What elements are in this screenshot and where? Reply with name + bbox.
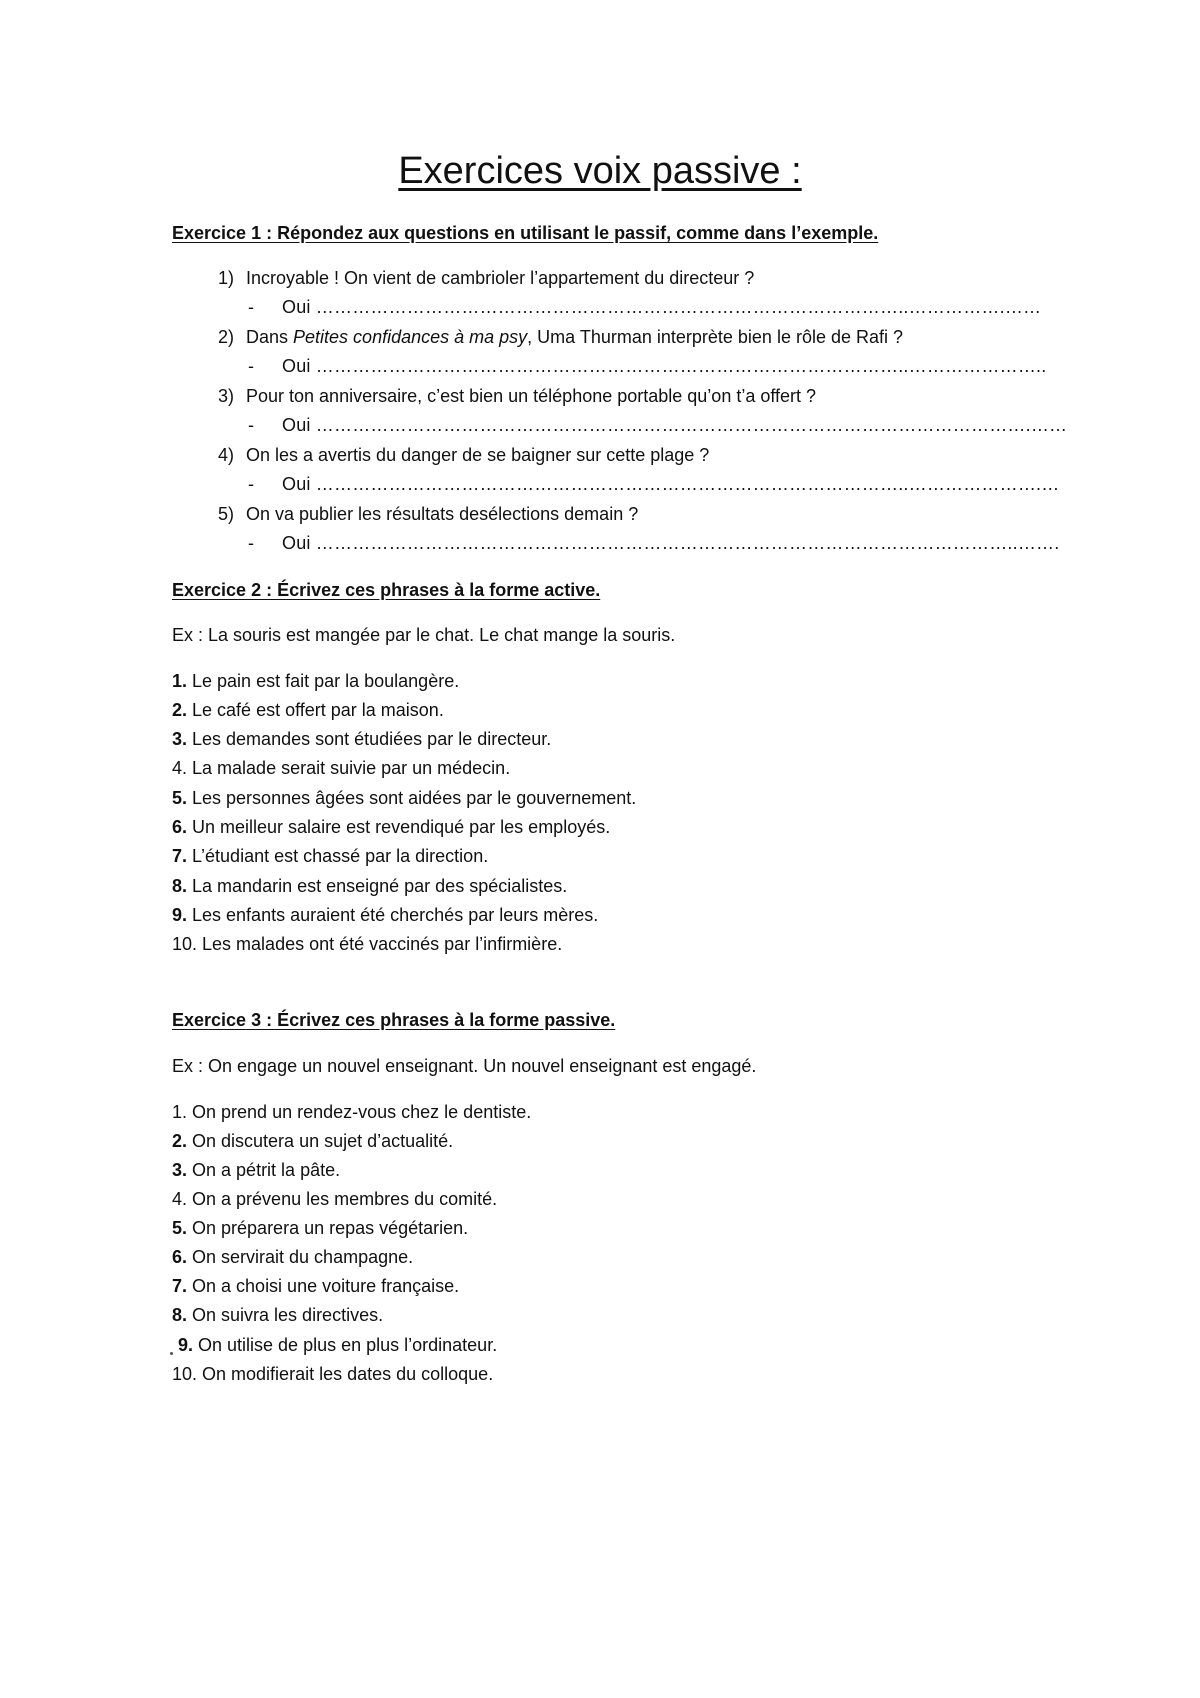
ex1-a1-answer-line: Oui ……………………………………………………………………………………..…………….…… [282, 297, 1042, 317]
ex2-item: 9. Les enfants auraient été cherchés par leurs mères. [172, 905, 599, 925]
ex3-item: 1. On prend un rendez-vous chez le dentiste. [172, 1102, 532, 1122]
ex3-item: 9. On utilise de plus en plus l’ordinateur. [178, 1335, 498, 1355]
ex2-item: 5. Les personnes âgées sont aidées par le gouvernement. [172, 788, 637, 808]
ex3-example: Ex : On engage un nouvel enseignant. Un nouvel enseignant est engagé. [172, 1056, 757, 1076]
ex1-q4-number: 4) [217, 445, 234, 465]
ex1-a3-dash: - [248, 415, 254, 435]
ex2-item: 8. La mandarin est enseigné par des spécialistes. [172, 876, 568, 896]
ex1-q2-number: 2) [217, 327, 234, 347]
ex1-a3-answer-line: Oui ……………………………………………………………………………………………………….…… [282, 415, 1068, 435]
ex1-a2-answer-line: Oui ……………………………………………………………………………………..………………….. [282, 356, 1047, 376]
stray-mark [170, 1352, 173, 1355]
ex1-a5-answer-line: Oui ……………………………………………………………………………………………………..……. [282, 533, 1060, 553]
ex1-a4-dash: - [248, 474, 254, 494]
ex3-item: 2. On discutera un sujet d’actualité. [172, 1131, 454, 1151]
ex2-item: 3. Les demandes sont étudiées par le directeur. [172, 729, 552, 749]
ex1-q5-text: On va publier les résultats desélections demain ? [246, 504, 639, 524]
ex3-item: 7. On a choisi une voiture française. [172, 1276, 460, 1296]
ex1-a2-dash: - [248, 356, 254, 376]
ex1-a4-answer-line: Oui ……………………………………………………………………………………..………………….… [282, 474, 1060, 494]
ex3-item: 3. On a pétrit la pâte. [172, 1160, 341, 1180]
ex1-a5-dash: - [248, 533, 254, 553]
ex2-item: 6. Un meilleur salaire est revendiqué par les employés. [172, 817, 611, 837]
ex1-q4-text: On les a avertis du danger de se baigner sur cette plage ? [246, 445, 710, 465]
ex2-item: 2. Le café est offert par la maison. [172, 700, 444, 720]
ex1-q5-number: 5) [217, 504, 234, 524]
ex1-q2-film-title: Petites confidances à ma psy [293, 327, 528, 347]
ex2-item: 7. L’étudiant est chassé par la direction. [172, 846, 489, 866]
ex1-a1-dash: - [248, 297, 254, 317]
ex3-item: 4. On a prévenu les membres du comité. [172, 1189, 498, 1209]
ex2-item: 4. La malade serait suivie par un médecin. [172, 758, 511, 778]
ex2-item: 10. Les malades ont été vaccinés par l’infirmière. [172, 934, 563, 954]
ex1-q1-number: 1) [217, 268, 234, 288]
ex2-example: Ex : La souris est mangée par le chat. Le chat mange la souris. [172, 625, 676, 645]
ex1-header: Exercice 1 : Répondez aux questions en utilisant le passif, comme dans l’exemple. [172, 223, 879, 243]
ex3-header: Exercice 3 : Écrivez ces phrases à la forme passive. [172, 1010, 616, 1030]
page-title: Exercices voix passive : [398, 150, 802, 192]
ex2-item: 1. Le pain est fait par la boulangère. [172, 671, 460, 691]
ex1-q3-text: Pour ton anniversaire, c’est bien un téléphone portable qu’on t’a offert ? [246, 386, 817, 406]
ex1-q1-text: Incroyable ! On vient de cambrioler l’appartement du directeur ? [246, 268, 755, 288]
ex3-item: 8. On suivra les directives. [172, 1305, 384, 1325]
ex3-item: 6. On servirait du champagne. [172, 1247, 414, 1267]
ex3-item: 10. On modifierait les dates du colloque. [172, 1364, 494, 1384]
ex2-header: Exercice 2 : Écrivez ces phrases à la forme active. [172, 580, 601, 600]
ex3-item: 5. On préparera un repas végétarien. [172, 1218, 469, 1238]
ex1-q2-text: Dans Petites confidances à ma psy, Uma Thurman interprète bien le rôle de Rafi ? [246, 327, 904, 347]
ex1-q3-number: 3) [217, 386, 234, 406]
